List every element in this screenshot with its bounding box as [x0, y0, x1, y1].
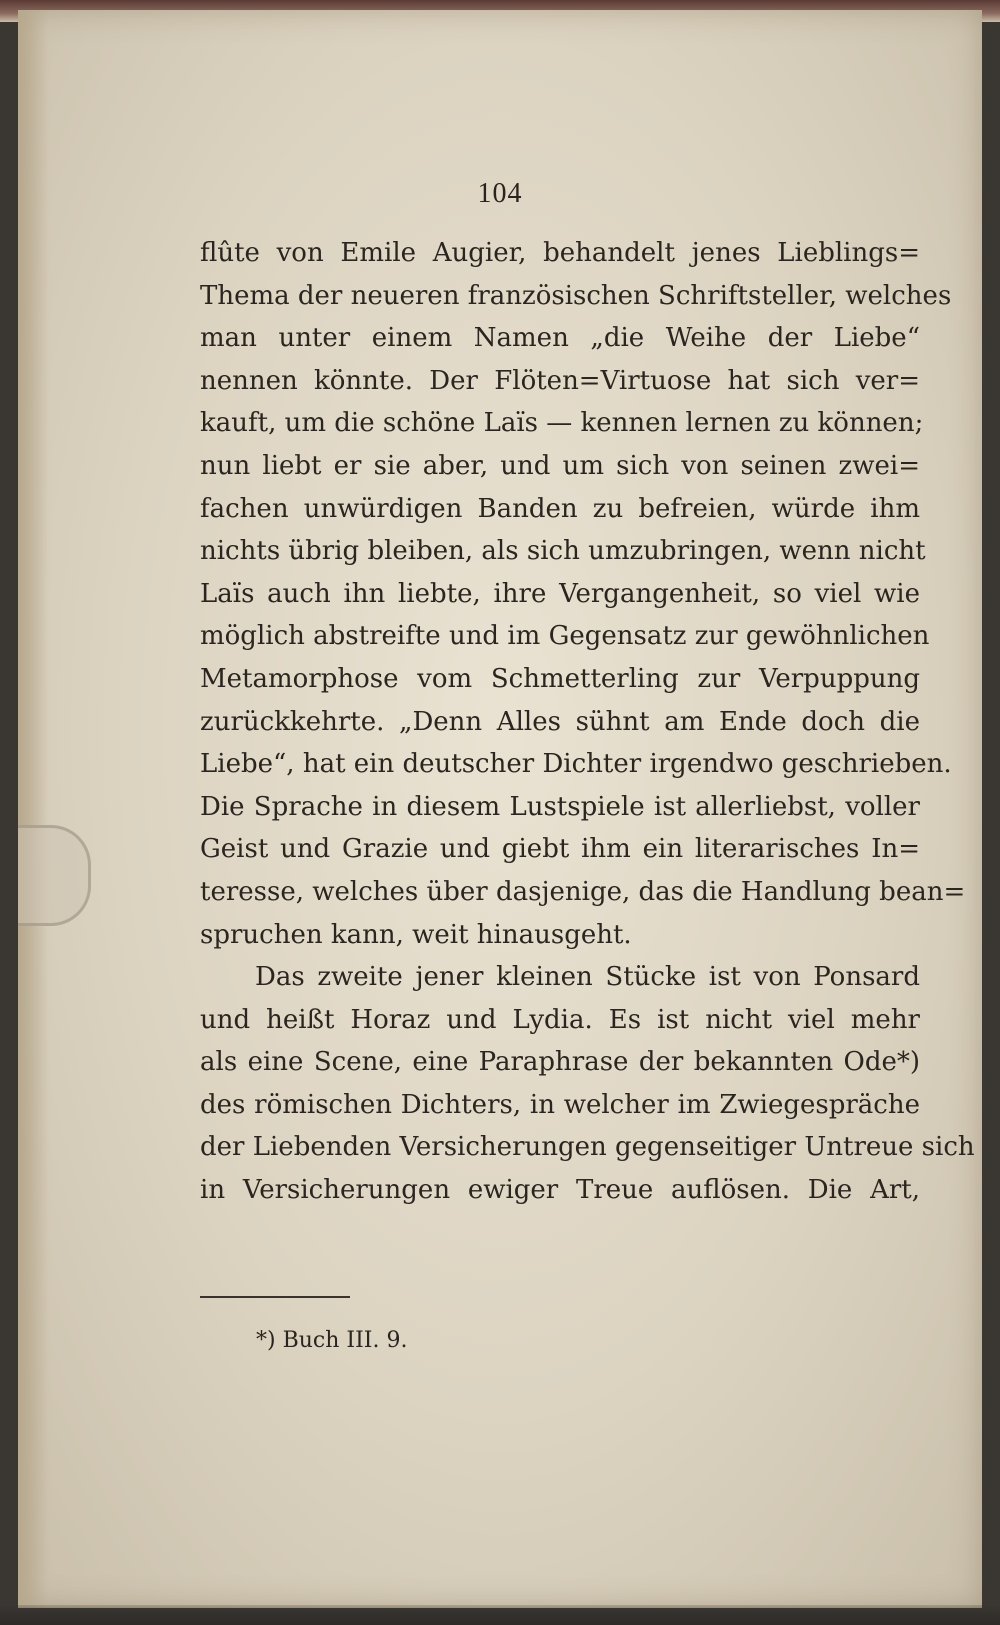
text-line: Metamorphose vom Schmetterling zur Verpuppung [200, 663, 920, 694]
text-line: kauft, um die schöne Laïs — kennen lernen zu können; [200, 408, 924, 439]
page-sheet [18, 10, 982, 1608]
text-line: nichts übrig bleiben, als sich umzubringen, wenn nicht [200, 536, 926, 567]
text-line: nun liebt er sie aber, und um sich von seinen zwei= [200, 450, 920, 481]
footnote-divider [200, 1296, 350, 1298]
page-gutter-shadow [18, 10, 48, 1608]
text-line: man unter einem Namen „die Weihe der Liebe“ [200, 323, 920, 354]
text-line: Das zweite jener kleinen Stücke ist von Ponsard [255, 962, 920, 993]
page-number: 104 [477, 178, 523, 209]
text-line: teresse, welches über dasjenige, das die Handlung bean= [200, 876, 966, 907]
body-text [200, 232, 975, 1212]
text-line: Liebe“, hat ein deutscher Dichter irgendwo geschrieben. [200, 749, 952, 780]
text-line: fachen unwürdigen Banden zu befreien, würde ihm [200, 493, 920, 524]
scan-bottom-edge [0, 1605, 1000, 1625]
text-line: zurückkehrte. „Denn Alles sühnt am Ende doch die [200, 706, 920, 737]
text-line: der Liebenden Versicherungen gegenseitiger Untreue sich [200, 1132, 975, 1163]
page-clip-mark [18, 825, 91, 926]
text-line: Laïs auch ihn liebte, ihre Vergangenheit, so viel wie [200, 578, 920, 609]
footnote: *) Buch III. 9. [256, 1328, 408, 1353]
text-line: spruchen kann, weit hinausgeht. [200, 919, 632, 950]
text-line: und heißt Horaz und Lydia. Es ist nicht viel mehr [200, 1004, 920, 1035]
text-line: als eine Scene, eine Paraphrase der bekannten Ode*) [200, 1047, 920, 1078]
text-line: des römischen Dichters, in welcher im Zwiegespräche [200, 1089, 920, 1120]
text-line: Die Sprache in diesem Lustspiele ist allerliebst, voller [200, 791, 920, 822]
text-line: Geist und Grazie und giebt ihm ein literarisches In= [200, 834, 920, 865]
text-line: in Versicherungen ewiger Treue auflösen. Die Art, [200, 1175, 920, 1206]
text-line: nennen könnte. Der Flöten=Virtuose hat sich ver= [200, 365, 920, 396]
text-line: Thema der neueren französischen Schriftsteller, welches [200, 280, 952, 311]
text-line: flûte von Emile Augier, behandelt jenes Lieblings= [200, 238, 920, 268]
text-line: möglich abstreifte und im Gegensatz zur gewöhnlichen [200, 621, 930, 652]
